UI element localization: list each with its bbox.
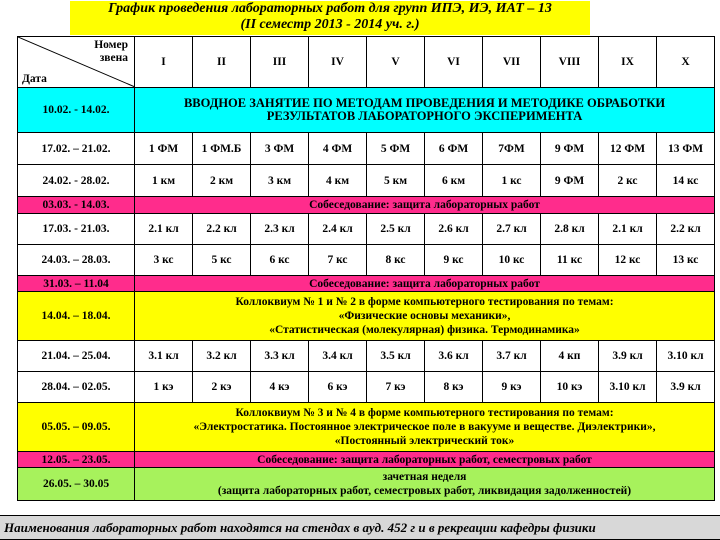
table-cell: 3.10 кл [657, 341, 715, 372]
table-cell: 3.5 кл [367, 341, 425, 372]
colloquium-line-2: «Электростатика. Постоянное электрическое поле в вакууме и веществе. Диэлектрики», [193, 421, 656, 433]
table-cell: 3.9 кл [657, 372, 715, 403]
table-cell: 1 км [135, 165, 193, 197]
colloquium-line-1: Коллоквиум № 3 и № 4 в форме компьютерного тестирования по темам: [235, 407, 614, 419]
corner-team-label [94, 39, 128, 65]
intro-line-2: РЕЗУЛЬТАТОВ ЛАБОРАТОРНОГО ЭКСПЕРИМЕНТА [266, 109, 583, 123]
table-cell: 12 кс [599, 245, 657, 276]
corner-team-line-2: звена [99, 52, 128, 64]
table-cell: 3.6 кл [425, 341, 483, 372]
table-cell: 2 км [193, 165, 251, 197]
colloquium-cell [135, 292, 715, 341]
table-cell: 2.2 кл [193, 214, 251, 245]
table-cell: 9 кс [425, 245, 483, 276]
table-cell: 3.2 кл [193, 341, 251, 372]
row-date: 14.04. – 18.04. [18, 292, 135, 341]
table-cell: 3 кс [135, 245, 193, 276]
table-cell: 10 кэ [541, 372, 599, 403]
colloquium-line-1: Коллоквиум № 1 и № 2 в форме компьютерного тестирования по темам: [235, 296, 614, 308]
header-row [18, 37, 715, 88]
row-date: 03.03. - 14.03. [18, 197, 135, 214]
table-cell: 4 км [309, 165, 367, 197]
table-row [18, 165, 715, 197]
table-row [18, 133, 715, 165]
table-row [18, 403, 715, 452]
table-cell: 14 кс [657, 165, 715, 197]
table-cell: 3.3 кл [251, 341, 309, 372]
interview-cell: Собеседование: защита лабораторных работ [135, 197, 715, 214]
column-header: VIII [541, 37, 599, 88]
table-cell: 6 км [425, 165, 483, 197]
table-cell: 9 ФМ [541, 133, 599, 165]
table-cell: 1 ФМ.Б [193, 133, 251, 165]
table-cell: 3 км [251, 165, 309, 197]
row-date: 24.03. – 28.03. [18, 245, 135, 276]
footer-note: Наименования лабораторных работ находятся на стендах в ауд. 452 г и в рекреации кафедры физики [0, 515, 720, 540]
corner-date-label: Дата [22, 73, 47, 85]
column-header: III [251, 37, 309, 88]
title-banner [70, 1, 590, 35]
column-header: VI [425, 37, 483, 88]
table-cell: 2.1 кл [599, 214, 657, 245]
table-cell: 1 ФМ [135, 133, 193, 165]
colloquium-cell [135, 403, 715, 452]
table-cell: 2.7 кл [483, 214, 541, 245]
schedule-table [17, 36, 715, 501]
table-cell: 7 кс [309, 245, 367, 276]
exam-week-cell [135, 468, 715, 501]
colloquium-line-3: «Постоянный электрический ток» [334, 435, 515, 447]
corner-team-line-1: Номер [94, 39, 128, 51]
table-cell: 1 кс [483, 165, 541, 197]
row-date: 24.02. - 28.02. [18, 165, 135, 197]
table-cell: 9 ФМ [541, 165, 599, 197]
table-cell: 11 кс [541, 245, 599, 276]
table-cell: 13 ФМ [657, 133, 715, 165]
title-line-1: График проведения лабораторных работ для групп ИПЭ, ИЭ, ИАТ – 13 [108, 1, 552, 16]
column-header: IX [599, 37, 657, 88]
table-cell: 3.7 кл [483, 341, 541, 372]
table-cell: 3 ФМ [251, 133, 309, 165]
table-cell: 4 ФМ [309, 133, 367, 165]
table-cell: 6 ФМ [425, 133, 483, 165]
table-cell: 9 кэ [483, 372, 541, 403]
row-date: 28.04. – 02.05. [18, 372, 135, 403]
table-cell: 5 кс [193, 245, 251, 276]
table-cell: 3.1 кл [135, 341, 193, 372]
exam-week-line-1: зачетная неделя [382, 471, 467, 483]
table-cell: 3.9 кл [599, 341, 657, 372]
row-date: 17.02. – 21.02. [18, 133, 135, 165]
interview-cell: Собеседование: защита лабораторных работ, семестровых работ [135, 452, 715, 468]
intro-session-cell [135, 88, 715, 133]
table-row [18, 276, 715, 292]
table-cell: 3.4 кл [309, 341, 367, 372]
table-row [18, 245, 715, 276]
table-cell: 12 ФМ [599, 133, 657, 165]
intro-line-1: ВВОДНОЕ ЗАНЯТИЕ ПО МЕТОДАМ ПРОВЕДЕНИЯ И МЕТОДИКЕ ОБРАБОТКИ [183, 96, 666, 110]
row-date: 10.02. - 14.02. [18, 88, 135, 133]
table-cell: 6 кэ [309, 372, 367, 403]
column-header: II [193, 37, 251, 88]
table-cell: 2.8 кл [541, 214, 599, 245]
table-cell: 2.2 кл [657, 214, 715, 245]
corner-cell [18, 37, 135, 88]
colloquium-line-3: «Статистическая (молекулярная) физика. Термодинамика» [269, 324, 580, 336]
table-row [18, 452, 715, 468]
table-cell: 7 кэ [367, 372, 425, 403]
table-cell: 2.4 кл [309, 214, 367, 245]
table-cell: 2 кэ [193, 372, 251, 403]
column-header: VII [483, 37, 541, 88]
table-cell: 10 кс [483, 245, 541, 276]
table-cell: 5 ФМ [367, 133, 425, 165]
table-cell: 4 кп [541, 341, 599, 372]
table-cell: 7ФМ [483, 133, 541, 165]
column-header: I [135, 37, 193, 88]
column-header: IV [309, 37, 367, 88]
row-date: 05.05. – 09.05. [18, 403, 135, 452]
table-cell: 5 км [367, 165, 425, 197]
table-row [18, 292, 715, 341]
table-cell: 1 кэ [135, 372, 193, 403]
row-date: 12.05. – 23.05. [18, 452, 135, 468]
table-cell: 4 кэ [251, 372, 309, 403]
table-cell: 6 кс [251, 245, 309, 276]
table-row [18, 468, 715, 501]
table-cell: 2.5 кл [367, 214, 425, 245]
table-cell: 8 кэ [425, 372, 483, 403]
title-line-2: (II семестр 2013 - 2014 уч. г.) [240, 17, 420, 32]
table-cell: 2.6 кл [425, 214, 483, 245]
row-date: 21.04. – 25.04. [18, 341, 135, 372]
table-row [18, 214, 715, 245]
table-row [18, 88, 715, 133]
row-date: 26.05. – 30.05 [18, 468, 135, 501]
interview-cell: Собеседование: защита лабораторных работ [135, 276, 715, 292]
table-row [18, 341, 715, 372]
table-row [18, 372, 715, 403]
table-cell: 2.1 кл [135, 214, 193, 245]
row-date: 31.03. – 11.04 [18, 276, 135, 292]
table-row [18, 197, 715, 214]
table-cell: 8 кс [367, 245, 425, 276]
exam-week-line-2: (защита лабораторных работ, семестровых работ, ликвидация задолженностей) [217, 485, 632, 497]
table-cell: 13 кс [657, 245, 715, 276]
row-date: 17.03. - 21.03. [18, 214, 135, 245]
table-cell: 2 кс [599, 165, 657, 197]
column-header: X [657, 37, 715, 88]
table-cell: 3.10 кл [599, 372, 657, 403]
colloquium-line-2: «Физические основы механики», [338, 310, 511, 322]
table-cell: 2.3 кл [251, 214, 309, 245]
column-header: V [367, 37, 425, 88]
